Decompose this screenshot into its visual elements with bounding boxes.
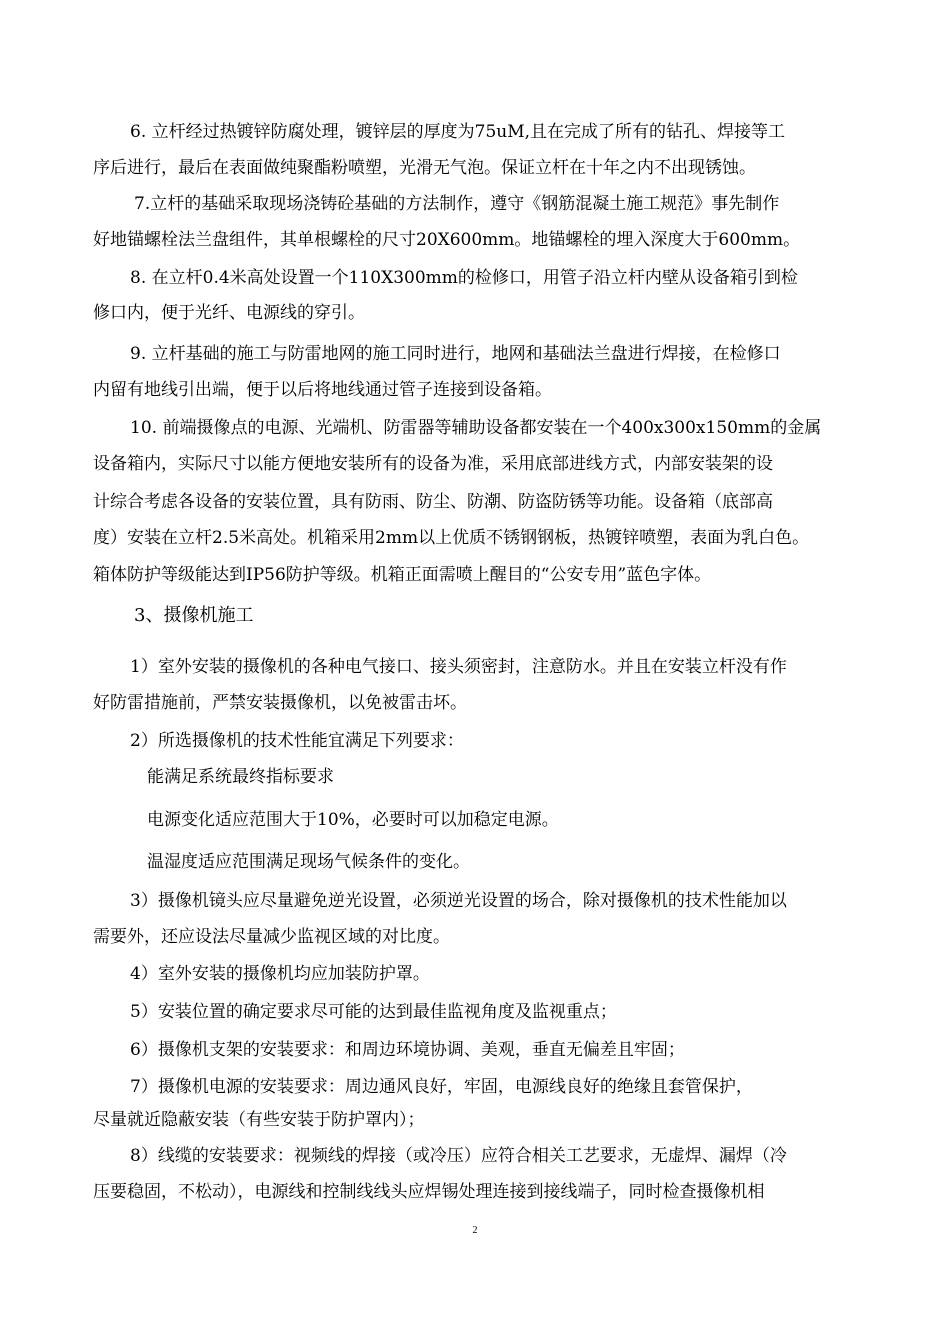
paragraph-10-line-5: 箱体防护等级能达到IP56防护等级。机箱正面需喷上醒目的“公安专用”蓝色字体。: [93, 565, 712, 585]
paragraph-7-line-1: 7.立杆的基础采取现场浇铸砼基础的方法制作，遵守《钢筋混凝土施工规范》事先制作: [134, 194, 780, 214]
item-4: 4）室外安装的摄像机均应加装防护罩。: [130, 964, 430, 984]
paragraph-6-line-1: 6. 立杆经过热镀锌防腐处理，镀锌层的厚度为75uM,且在完成了所有的钻孔、焊接等工: [130, 122, 786, 142]
item-3-line-1: 3）摄像机镜头应尽量避免逆光设置，必须逆光设置的场合，除对摄像机的技术性能加以: [130, 891, 787, 911]
paragraph-9-line-2: 内留有地线引出端，便于以后将地线通过管子连接到设备箱。: [93, 380, 552, 400]
paragraph-9-line-1: 9. 立杆基础的施工与防雷地网的施工同时进行，地网和基础法兰盘进行焊接，在检修口: [130, 344, 781, 364]
item-7-line-1: 7）摄像机电源的安装要求：周边通风良好，牢固，电源线良好的绝缘且套管保护，: [130, 1077, 753, 1097]
requirement-3: 温湿度适应范围满足现场气候条件的变化。: [147, 852, 470, 872]
paragraph-10-line-1: 10. 前端摄像点的电源、光端机、防雷器等辅助设备都安装在一个400x300x150mm的金属: [130, 418, 822, 438]
item-2: 2）所选摄像机的技术性能宜满足下列要求：: [130, 731, 464, 751]
paragraph-6-line-2: 序后进行，最后在表面做纯聚酯粉喷塑，光滑无气泡。保证立杆在十年之内不出现锈蚀。: [93, 158, 756, 178]
requirement-2: 电源变化适应范围大于10%，必要时可以加稳定电源。: [147, 810, 559, 830]
paragraph-10-line-3: 计综合考虑各设备的安装位置，具有防雨、防尘、防潮、防盗防锈等功能。设备箱（底部高: [93, 492, 773, 512]
page-number: 2: [472, 1225, 478, 1236]
item-6: 6）摄像机支架的安装要求：和周边环境协调、美观，垂直无偏差且牢固；: [130, 1040, 685, 1060]
paragraph-7-line-2: 好地锚螺栓法兰盘组件，其单根螺栓的尺寸20X600mm。地锚螺栓的埋入深度大于600mm。: [93, 230, 801, 250]
requirement-1: 能满足系统最终指标要求: [147, 767, 334, 787]
paragraph-8-line-1: 8. 在立杆0.4米高处设置一个110X300mm的检修口，用管子沿立杆内壁从设备箱引到检: [130, 268, 798, 288]
paragraph-8-line-2: 修口内，便于光纤、电源线的穿引。: [93, 303, 365, 323]
item-1-line-1: 1）室外安装的摄像机的各种电气接口、接头须密封，注意防水。并且在安装立杆没有作: [130, 657, 787, 677]
item-8-line-1: 8）线缆的安装要求：视频线的焊接（或冷压）应符合相关工艺要求，无虚焊、漏焊（冷: [130, 1146, 787, 1166]
item-3-line-2: 需要外，还应设法尽量减少监视区域的对比度。: [93, 927, 450, 947]
item-1-line-2: 好防雷措施前，严禁安装摄像机，以免被雷击坏。: [93, 693, 467, 713]
item-8-line-2: 压要稳固，不松动），电源线和控制线线头应焊锡处理连接到接线端子，同时检查摄像机相: [93, 1182, 765, 1202]
item-5: 5）安装位置的确定要求尽可能的达到最佳监视角度及监视重点；: [130, 1002, 617, 1022]
item-7-line-2: 尽量就近隐蔽安装（有些安装于防护罩内）；: [93, 1110, 425, 1130]
paragraph-10-line-4: 度）安装在立杆2.5米高处。机箱采用2mm以上优质不锈钢钢板，热镀锌喷塑，表面为乳白色。: [93, 528, 810, 548]
section-heading: 3、摄像机施工: [134, 605, 254, 626]
paragraph-10-line-2: 设备箱内，实际尺寸以能方便地安装所有的设备为准，采用底部进线方式，内部安装架的设: [93, 454, 773, 474]
